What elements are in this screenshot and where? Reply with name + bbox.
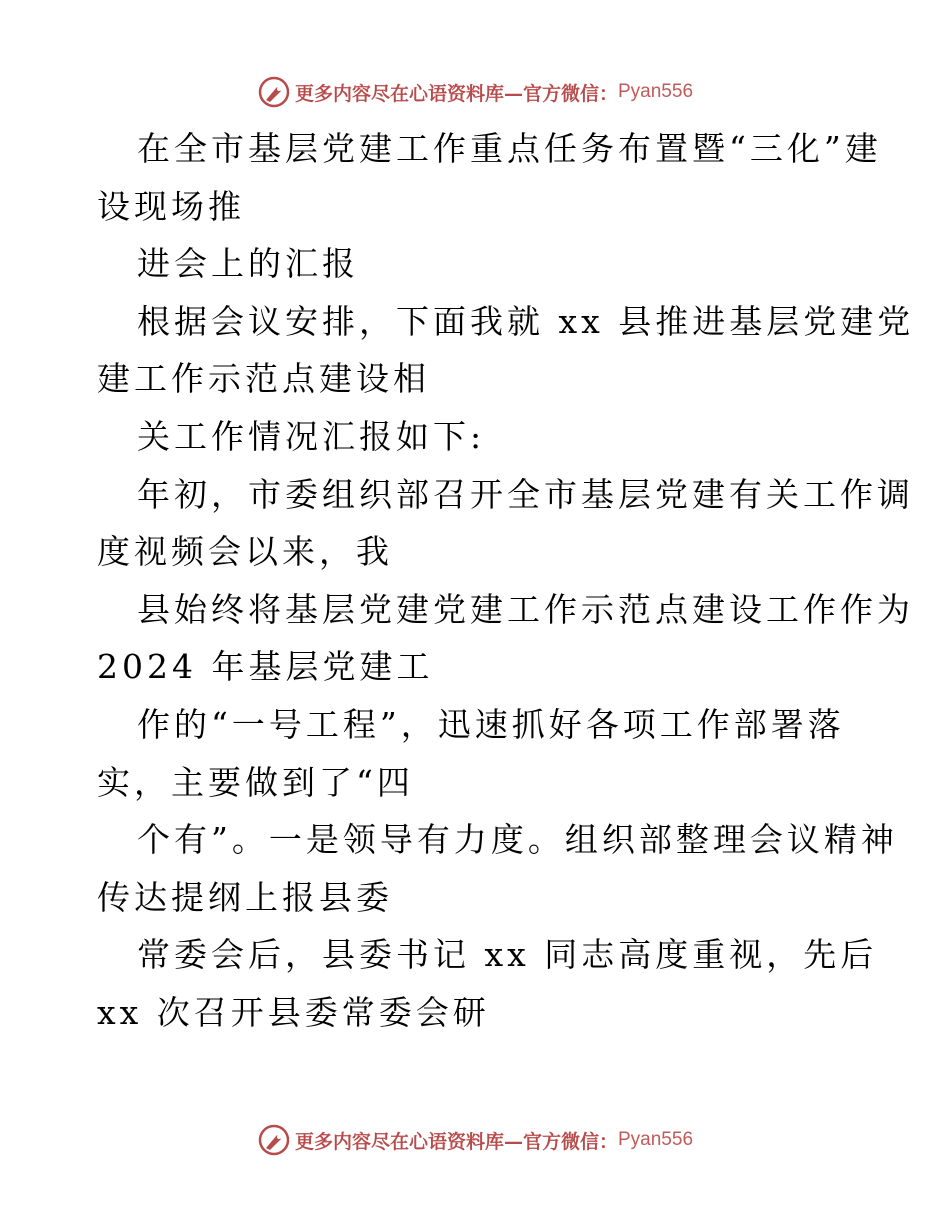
pen-nib-icon bbox=[257, 75, 291, 109]
text-line: 常委会后，县委书记 xx 同志高度重视，先后 bbox=[137, 935, 878, 975]
text-line: 年初，市委组织部召开全市基层党建有关工作调 bbox=[137, 474, 914, 514]
document-body bbox=[97, 120, 915, 1042]
text-line: 实，主要做到了“四 bbox=[97, 762, 414, 802]
text-line: 在全市基层党建工作重点任务布置暨“三化”建 bbox=[137, 129, 882, 168]
watermark-wechat-id: Pyan556 bbox=[618, 1129, 694, 1150]
text-line: 进会上的汇报 bbox=[137, 244, 359, 284]
text-line: xx 次召开县委常委会研 bbox=[97, 992, 490, 1032]
text-line: 度视频会以来，我 bbox=[97, 532, 393, 572]
text-line: 个有”。一是领导有力度。组织部整理会议精神 bbox=[137, 820, 898, 860]
pen-nib-icon bbox=[257, 1123, 291, 1157]
watermark-text: 更多内容尽在心语资料库—官方微信： bbox=[294, 82, 618, 105]
text-line: 设现场推 bbox=[97, 186, 245, 226]
text-line: 根据会议安排，下面我就 xx 县推进基层党建党 bbox=[137, 301, 915, 341]
text-line: 关工作情况汇报如下: bbox=[137, 416, 486, 456]
text-line: 作的“一号工程”，迅速抓好各项工作部署落 bbox=[137, 704, 845, 744]
watermark-wechat-id: Pyan556 bbox=[618, 81, 694, 102]
watermark-text: 更多内容尽在心语资料库—官方微信： bbox=[294, 1130, 618, 1153]
text-line: 县始终将基层党建党建工作示范点建设工作作为 bbox=[137, 589, 914, 629]
text-line: 2024 年基层党建工 bbox=[97, 647, 434, 687]
footer-watermark bbox=[0, 1120, 950, 1160]
header-watermark bbox=[0, 72, 950, 112]
text-line: 建工作示范点建设相 bbox=[97, 359, 430, 399]
text-line: 传达提纲上报县委 bbox=[97, 877, 393, 917]
